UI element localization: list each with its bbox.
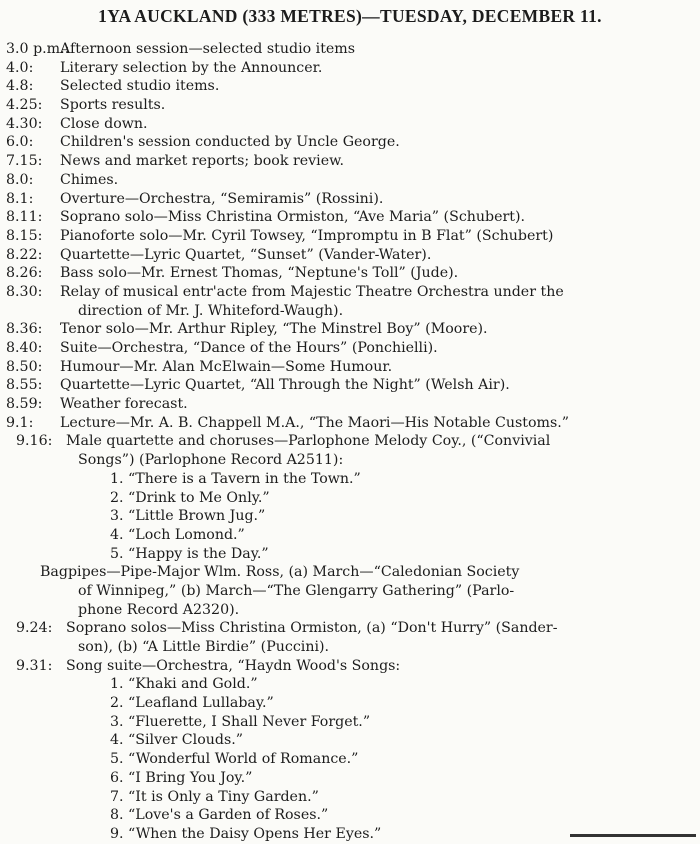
entry-text: Sports results. (60, 97, 166, 114)
entry-time: 8.50: (6, 358, 43, 375)
programme-subitem (0, 731, 700, 750)
programme-list (0, 40, 700, 844)
programme-entry (0, 59, 700, 78)
entry-text: Male quartette and choruses—Parlophone Melody Coy., (“Convivial (66, 433, 551, 450)
programme-entry (0, 339, 700, 358)
programme-entry (0, 208, 700, 227)
programme-entry (0, 432, 700, 451)
programme-subitem (0, 545, 700, 564)
subitem-text: 9. “When the Daisy Opens Her Eyes.” (110, 825, 382, 842)
programme-entry (0, 358, 700, 377)
subitem-text: 3. “Fluerette, I Shall Never Forget.” (110, 713, 371, 730)
programme-entry-continuation (0, 302, 700, 321)
programme-subitem (0, 470, 700, 489)
programme-entry (0, 77, 700, 96)
subitem-text: 7. “It is Only a Tiny Garden.” (110, 788, 319, 805)
subitem-text: 6. “I Bring You Joy.” (110, 769, 253, 786)
entry-text: Weather forecast. (60, 396, 188, 413)
entry-text: Children's session conducted by Uncle George. (60, 134, 400, 151)
programme-entry (0, 40, 700, 59)
entry-text: Tenor solo—Mr. Arthur Ripley, “The Minstrel Boy” (Moore). (60, 321, 488, 338)
entry-text: Pianoforte solo—Mr. Cyril Towsey, “Impromptu in B Flat” (Schubert) (60, 227, 554, 244)
column-rule (570, 834, 696, 837)
entry-text: direction of Mr. J. Whiteford-Waugh). (78, 302, 344, 319)
subitem-text: 5. “Wonderful World of Romance.” (110, 751, 359, 768)
entry-time: 8.30: (6, 283, 43, 300)
programme-subitem (0, 489, 700, 508)
entry-text: Bass solo—Mr. Ernest Thomas, “Neptune's Toll” (Jude). (60, 265, 459, 282)
entry-time: 4.8: (6, 78, 34, 95)
entry-text: phone Record A2320). (78, 601, 240, 618)
entry-text: Afternoon session—selected studio items (60, 41, 356, 57)
entry-time: 4.25: (6, 97, 43, 114)
programme-entry (0, 657, 700, 676)
entry-time: 8.0: (6, 171, 34, 188)
programme-entry (0, 227, 700, 246)
entry-text: Quartette—Lyric Quartet, “All Through the Night” (Welsh Air). (60, 377, 510, 394)
entry-time: 6.0: (6, 134, 34, 151)
programme-subitem (0, 507, 700, 526)
entry-time: 8.26: (6, 265, 43, 282)
subitem-text: 3. “Little Brown Jug.” (110, 508, 266, 525)
entry-time: 4.0: (6, 59, 34, 76)
programme-entry (0, 619, 700, 638)
entry-text: News and market reports; book review. (60, 153, 345, 170)
entry-text: son), (b) “A Little Birdie” (Puccini). (78, 639, 330, 655)
entry-text: Selected studio items. (60, 78, 220, 95)
entry-time: 8.1: (6, 190, 34, 207)
programme-entry-continuation (0, 582, 700, 601)
entry-text: Suite—Orchestra, “Dance of the Hours” (Ponchielli). (60, 340, 438, 356)
subitem-text: 4. “Silver Clouds.” (110, 732, 243, 749)
programme-entry-continuation (0, 638, 700, 657)
entry-time: 9.31: (16, 657, 53, 674)
programme-entry (0, 171, 700, 190)
entry-time: 8.22: (6, 246, 43, 263)
subitem-text: 4. “Loch Lomond.” (110, 526, 245, 543)
entry-text: Lecture—Mr. A. B. Chappell M.A., “The Maori—His Notable Customs.” (60, 414, 570, 431)
entry-text: Close down. (60, 115, 148, 132)
programme-entry (0, 376, 700, 395)
entry-time: 8.59: (6, 396, 43, 413)
programme-entry (0, 320, 700, 339)
entry-time: 8.11: (6, 209, 43, 226)
entry-text: Overture—Orchestra, “Semiramis” (Rossini). (60, 190, 384, 207)
programme-entry (0, 133, 700, 152)
programme-subitem (0, 675, 700, 694)
entry-time: 8.15: (6, 227, 43, 244)
entry-text: Soprano solo—Miss Christina Ormiston, “Ave Maria” (Schubert). (60, 209, 526, 226)
entry-time: 8.55: (6, 377, 43, 394)
programme-entry-continuation (0, 451, 700, 470)
programme-subitem (0, 788, 700, 807)
entry-text: Songs”) (Parlophone Record A2511): (78, 452, 344, 469)
entry-text: Bagpipes—Pipe-Major Wlm. Ross, (a) March—“Caledonian Society (40, 564, 520, 581)
programme-entry (0, 283, 700, 302)
entry-time: 8.36: (6, 321, 43, 338)
subitem-text: 1. “There is a Tavern in the Town.” (110, 470, 361, 487)
entry-text: Relay of musical entr'acte from Majestic Theatre Orchestra under the (60, 283, 564, 300)
entry-text: Chimes. (60, 171, 119, 188)
subitem-text: 8. “Love's a Garden of Roses.” (110, 807, 329, 824)
entry-text: Song suite—Orchestra, “Haydn Wood's Songs: (66, 657, 401, 674)
entry-text: of Winnipeg,” (b) March—“The Glengarry Gathering” (Parlo- (78, 582, 515, 599)
entry-text: Literary selection by the Announcer. (60, 59, 323, 76)
entry-text: Humour—Mr. Alan McElwain—Some Humour. (60, 358, 393, 375)
programme-subitem (0, 769, 700, 788)
programme-entry (0, 414, 700, 433)
entry-text: Soprano solos—Miss Christina Ormiston, (a) “Don't Hurry” (Sander- (66, 620, 558, 637)
entry-time: 9.1: (6, 414, 34, 431)
programme-entry (0, 190, 700, 209)
entry-time: 8.40: (6, 340, 43, 356)
programme-entry (0, 395, 700, 414)
entry-time: 4.30: (6, 115, 43, 132)
programme-entry (0, 96, 700, 115)
subitem-text: 5. “Happy is the Day.” (110, 545, 269, 562)
programme-entry-untimed (0, 563, 700, 582)
programme-entry (0, 115, 700, 134)
entry-time: 9.16: (16, 433, 53, 450)
entry-time: 3.0 p.m.: (6, 41, 70, 57)
programme-subitem (0, 750, 700, 769)
entry-time: 9.24: (16, 620, 53, 637)
programme-entry (0, 152, 700, 171)
page-title: 1YA AUCKLAND (333 METRES)—TUESDAY, DECEMBER 11. (98, 6, 602, 26)
programme-subitem (0, 713, 700, 732)
entry-time: 7.15: (6, 153, 43, 170)
programme-entry (0, 246, 700, 265)
programme-entry (0, 264, 700, 283)
subitem-text: 1. “Khaki and Gold.” (110, 676, 258, 693)
programme-subitem (0, 694, 700, 713)
programme-subitem (0, 526, 700, 545)
subitem-text: 2. “Drink to Me Only.” (110, 489, 270, 506)
entry-text: Quartette—Lyric Quartet, “Sunset” (Vander-Water). (60, 246, 432, 263)
programme-subitem (0, 806, 700, 825)
programme-entry-continuation (0, 601, 700, 620)
subitem-text: 2. “Leafland Lullabay.” (110, 695, 274, 712)
